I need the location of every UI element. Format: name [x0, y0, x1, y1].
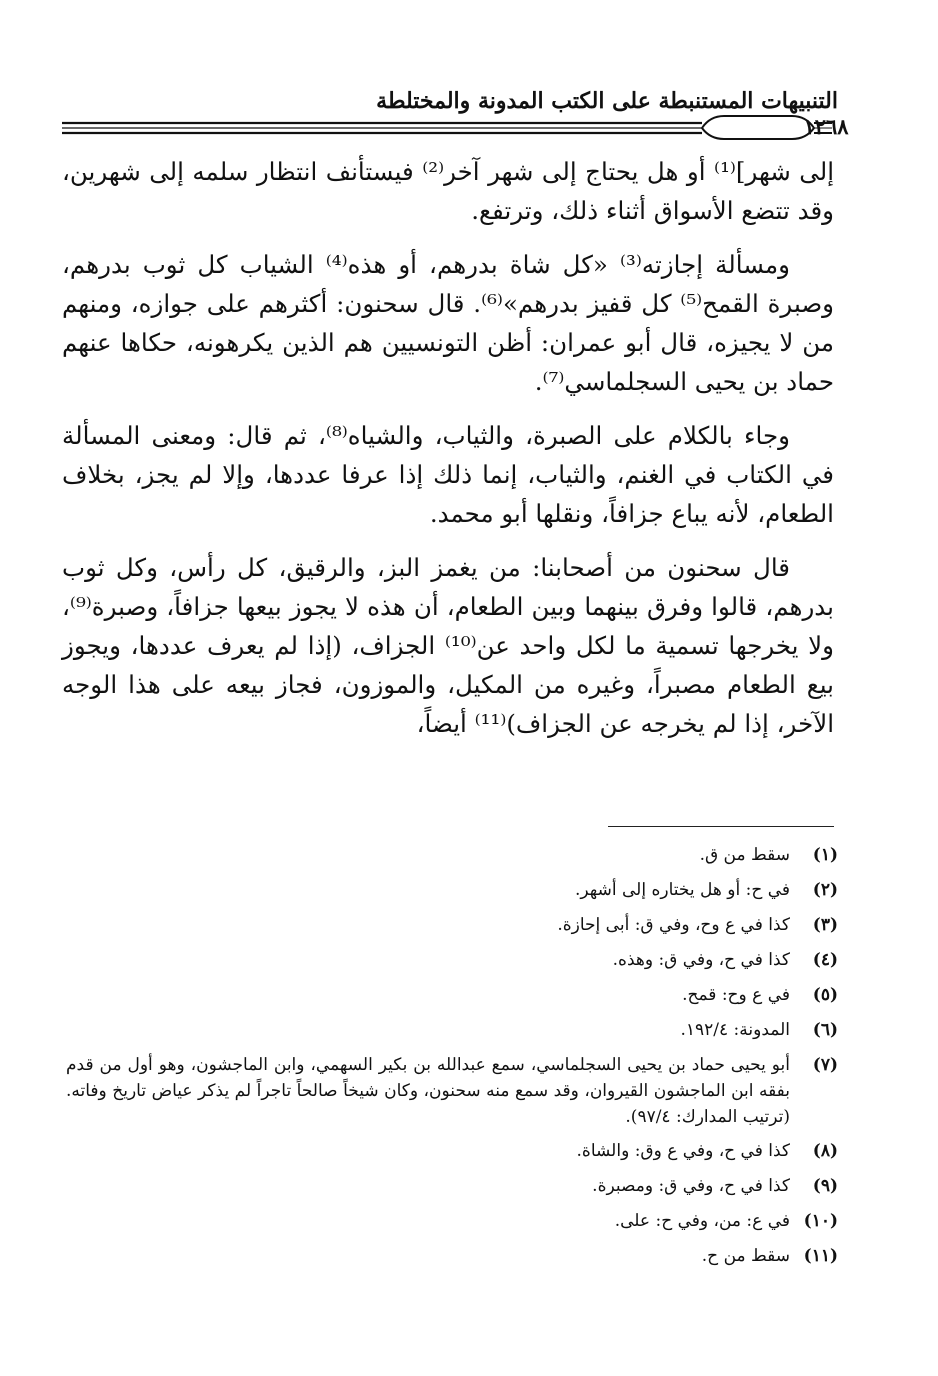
footnote-text: سقط من ح. — [701, 1246, 790, 1266]
paragraph: قال سحنون من أصحابنا: من يغمز البز، والرقيق، كل رأس، وكل ثوب بدرهم، قالوا وفرق بينهما وبين الطعام، أن هذه لا يجوز بيعها جزافاً، وصبرة⁽⁹⁾، ولا يخرجها تسمية ما لكل واحد عن⁽¹⁰⁾ الجزاف، (إذا لم يعرف عددها، ويجوز بيع الطعام مصبراً، وغيره من المكيل، والموزون، فجاز بيعه على هذا الوجه الآخر، إذا لم يخرجه عن الجزاف)⁽¹¹⁾ أيضاً، — [62, 553, 834, 738]
footnote-number: (٥) — [812, 985, 838, 1005]
paragraph: وجاء بالكلام على الصبرة، والثياب، والشياه⁽⁸⁾، ثم قال: ومعنى المسألة في الكتاب في الغنم، والثياب، إنما ذلك إذا عرفا عددها، وإلا لم يجز، بخلاف الطعام، لأنه يباع جزافاً، ونقلها أبو محمد. — [62, 421, 834, 528]
footnote-number: (١٠) — [803, 1211, 838, 1231]
footnote — [66, 947, 838, 974]
footnote-number: (٧) — [812, 1055, 838, 1075]
footnote — [66, 842, 838, 869]
main-text — [62, 152, 834, 743]
page-number: ١٢٦٨ — [803, 114, 849, 139]
footnote-number: (٢) — [812, 880, 838, 900]
footnote-text: كذا في ح، وفي ق: ومصبرة. — [592, 1176, 790, 1196]
footnote — [66, 1052, 838, 1130]
footnote — [66, 1017, 838, 1044]
footnote-number: (١١) — [803, 1246, 838, 1266]
running-title: التنبيهات المستنبطة على الكتب المدونة والمختلطة — [376, 88, 838, 114]
footnote-text: كذا في ح، وفي ع وق: والشاة. — [576, 1141, 790, 1161]
footnote-text: كذا في ع وح، وفي ق: أبى إحازة. — [557, 915, 790, 935]
footnote — [66, 877, 838, 904]
footnote-text: في ح: أو هل يختاره إلى أشهر. — [575, 880, 790, 900]
footnote — [66, 982, 838, 1009]
footnote-text: كذا في ح، وفي ق: وهذه. — [612, 950, 790, 970]
footnote — [66, 1208, 838, 1235]
header-rule-ornament — [62, 114, 832, 140]
footnote-text: في ع وح: قمح. — [682, 985, 790, 1005]
footnote-number: (٦) — [812, 1020, 838, 1040]
footnote-number: (٣) — [812, 915, 838, 935]
footnote-number: (١) — [812, 845, 838, 865]
paragraph: إلى شهر]⁽¹⁾ أو هل يحتاج إلى شهر آخر⁽²⁾ فيستأنف انتظار سلمه إلى شهرين، وقد تتضع الأسواق أثناء ذلك، وترتفع. — [62, 157, 834, 225]
footnote-text: في ع: من، وفي ح: على. — [614, 1211, 790, 1231]
footnote-number: (٩) — [812, 1176, 838, 1196]
paragraph: ومسألة إجازته⁽³⁾ «كل شاة بدرهم، أو هذه⁽⁴⁾ الشياب كل ثوب بدرهم، وصبرة القمح⁽⁵⁾ كل قفيز بدرهم»⁽⁶⁾. قال سحنون: أكثرهم على جوازه، ومنهم من لا يجيزه، قال أبو عمران: أظن التونسيين هم الذين يكرهونه، حكاها عنهم حماد بن يحيى السجلماسي⁽⁷⁾. — [62, 250, 834, 396]
footnote — [66, 912, 838, 939]
footnote — [66, 1138, 838, 1165]
footnote-number: (٤) — [812, 950, 838, 970]
footnotes-list — [66, 842, 838, 1278]
footnote-text: أبو يحيى حماد بن يحيى السجلماسي، سمع عبدالله بن بكير السهمي، وابن الماجشون، وهو أول من قدم بفقه ابن الماجشون القيروان، وقد سمع منه سحنون، وكان شيخاً صالحاً تاجراً لم يذكر عياض تاريخ وفاته. (ترتيب المدارك: ٩٧/٤). — [66, 1055, 790, 1127]
footnote-number: (٨) — [812, 1141, 838, 1161]
footnote-separator — [608, 826, 834, 827]
header-rule — [62, 114, 832, 140]
footnote — [66, 1243, 838, 1270]
footnote-text: المدونة: ١٩٢/٤. — [680, 1020, 790, 1040]
footnote — [66, 1173, 838, 1200]
footnote-text: سقط من ق. — [699, 845, 790, 865]
